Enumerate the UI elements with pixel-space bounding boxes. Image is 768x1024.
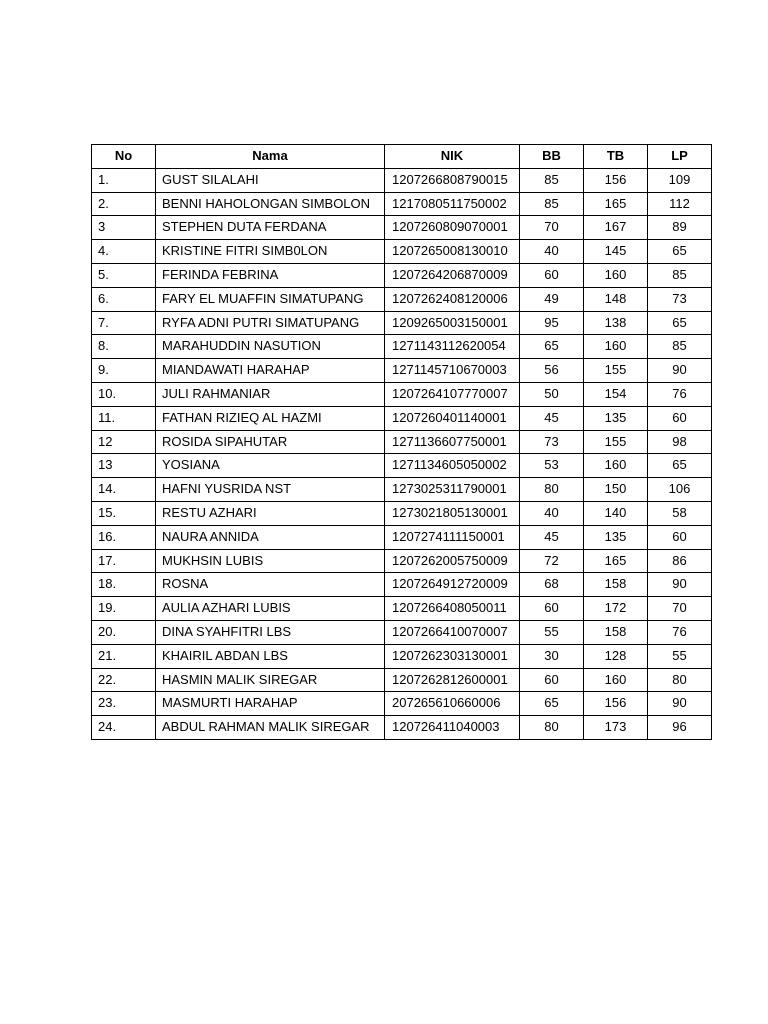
cell-lp: 80 xyxy=(648,668,712,692)
cell-bb: 80 xyxy=(520,716,584,740)
cell-no: 23. xyxy=(92,692,156,716)
cell-lp: 76 xyxy=(648,382,712,406)
cell-nik: 1207262005750009 xyxy=(385,549,520,573)
cell-bb: 65 xyxy=(520,692,584,716)
header-lp: LP xyxy=(648,145,712,169)
cell-nik: 1207264107770007 xyxy=(385,382,520,406)
cell-nik: 1207264206870009 xyxy=(385,263,520,287)
cell-nama: KRISTINE FITRI SIMB0LON xyxy=(156,240,385,264)
cell-no: 20. xyxy=(92,620,156,644)
cell-nik: 1207265008130010 xyxy=(385,240,520,264)
cell-tb: 160 xyxy=(584,335,648,359)
cell-lp: 73 xyxy=(648,287,712,311)
cell-nama: MIANDAWATI HARAHAP xyxy=(156,359,385,383)
cell-nik: 1207262812600001 xyxy=(385,668,520,692)
cell-no: 16. xyxy=(92,525,156,549)
cell-no: 4. xyxy=(92,240,156,264)
cell-nama: FATHAN RIZIEQ AL HAZMI xyxy=(156,406,385,430)
cell-no: 11. xyxy=(92,406,156,430)
header-bb: BB xyxy=(520,145,584,169)
cell-nik: 1207266410070007 xyxy=(385,620,520,644)
cell-tb: 128 xyxy=(584,644,648,668)
cell-nama: AULIA AZHARI LUBIS xyxy=(156,597,385,621)
cell-tb: 155 xyxy=(584,359,648,383)
cell-bb: 68 xyxy=(520,573,584,597)
cell-no: 22. xyxy=(92,668,156,692)
table-row xyxy=(92,454,712,478)
cell-nama: RESTU AZHARI xyxy=(156,501,385,525)
cell-tb: 140 xyxy=(584,501,648,525)
cell-nik: 1207274111150001 xyxy=(385,525,520,549)
cell-nama: KHAIRIL ABDAN LBS xyxy=(156,644,385,668)
header-nik: NIK xyxy=(385,145,520,169)
cell-tb: 160 xyxy=(584,454,648,478)
cell-tb: 167 xyxy=(584,216,648,240)
cell-no: 7. xyxy=(92,311,156,335)
cell-lp: 89 xyxy=(648,216,712,240)
cell-bb: 60 xyxy=(520,597,584,621)
cell-lp: 58 xyxy=(648,501,712,525)
cell-tb: 138 xyxy=(584,311,648,335)
table-row xyxy=(92,573,712,597)
cell-nama: ROSNA xyxy=(156,573,385,597)
cell-lp: 76 xyxy=(648,620,712,644)
cell-lp: 90 xyxy=(648,359,712,383)
cell-no: 18. xyxy=(92,573,156,597)
cell-bb: 70 xyxy=(520,216,584,240)
cell-lp: 106 xyxy=(648,478,712,502)
cell-tb: 154 xyxy=(584,382,648,406)
cell-tb: 172 xyxy=(584,597,648,621)
cell-tb: 156 xyxy=(584,168,648,192)
cell-nik: 1207262408120006 xyxy=(385,287,520,311)
cell-bb: 60 xyxy=(520,263,584,287)
cell-tb: 160 xyxy=(584,263,648,287)
cell-nama: FARY EL MUAFFIN SIMATUPANG xyxy=(156,287,385,311)
cell-no: 9. xyxy=(92,359,156,383)
cell-nama: ABDUL RAHMAN MALIK SIREGAR xyxy=(156,716,385,740)
table-row xyxy=(92,620,712,644)
cell-tb: 173 xyxy=(584,716,648,740)
cell-bb: 80 xyxy=(520,478,584,502)
table-row xyxy=(92,716,712,740)
cell-tb: 158 xyxy=(584,573,648,597)
cell-no: 2. xyxy=(92,192,156,216)
cell-nik: 1217080511750002 xyxy=(385,192,520,216)
table-row xyxy=(92,668,712,692)
cell-no: 6. xyxy=(92,287,156,311)
cell-nik: 1207262303130001 xyxy=(385,644,520,668)
cell-no: 13 xyxy=(92,454,156,478)
cell-nik: 1271145710670003 xyxy=(385,359,520,383)
cell-bb: 60 xyxy=(520,668,584,692)
header-nama: Nama xyxy=(156,145,385,169)
cell-nama: GUST SILALAHI xyxy=(156,168,385,192)
cell-lp: 65 xyxy=(648,454,712,478)
cell-tb: 156 xyxy=(584,692,648,716)
cell-nik: 207265610660006 xyxy=(385,692,520,716)
cell-nama: HAFNI YUSRIDA NST xyxy=(156,478,385,502)
cell-no: 19. xyxy=(92,597,156,621)
cell-tb: 150 xyxy=(584,478,648,502)
cell-lp: 60 xyxy=(648,406,712,430)
cell-bb: 95 xyxy=(520,311,584,335)
cell-nama: STEPHEN DUTA FERDANA xyxy=(156,216,385,240)
cell-bb: 53 xyxy=(520,454,584,478)
cell-bb: 55 xyxy=(520,620,584,644)
cell-lp: 70 xyxy=(648,597,712,621)
cell-bb: 30 xyxy=(520,644,584,668)
cell-no: 5. xyxy=(92,263,156,287)
cell-tb: 145 xyxy=(584,240,648,264)
cell-bb: 85 xyxy=(520,168,584,192)
header-no: No xyxy=(92,145,156,169)
cell-nik: 1209265003150001 xyxy=(385,311,520,335)
table-row xyxy=(92,692,712,716)
table-row xyxy=(92,382,712,406)
cell-no: 10. xyxy=(92,382,156,406)
cell-nik: 1271136607750001 xyxy=(385,430,520,454)
cell-bb: 56 xyxy=(520,359,584,383)
table-row xyxy=(92,287,712,311)
table-row xyxy=(92,501,712,525)
cell-lp: 96 xyxy=(648,716,712,740)
cell-no: 21. xyxy=(92,644,156,668)
cell-nama: ROSIDA SIPAHUTAR xyxy=(156,430,385,454)
cell-nik: 1207266408050011 xyxy=(385,597,520,621)
table-row xyxy=(92,335,712,359)
cell-no: 15. xyxy=(92,501,156,525)
cell-nik: 1273021805130001 xyxy=(385,501,520,525)
cell-nik: 120726411040003 xyxy=(385,716,520,740)
cell-bb: 40 xyxy=(520,240,584,264)
table-body xyxy=(92,168,712,739)
cell-nik: 1207260809070001 xyxy=(385,216,520,240)
table-row xyxy=(92,192,712,216)
cell-lp: 85 xyxy=(648,263,712,287)
table-row xyxy=(92,263,712,287)
cell-nama: RYFA ADNI PUTRI SIMATUPANG xyxy=(156,311,385,335)
cell-tb: 148 xyxy=(584,287,648,311)
cell-nama: JULI RAHMANIAR xyxy=(156,382,385,406)
header-tb: TB xyxy=(584,145,648,169)
cell-no: 24. xyxy=(92,716,156,740)
cell-lp: 65 xyxy=(648,311,712,335)
cell-tb: 158 xyxy=(584,620,648,644)
cell-nama: DINA SYAHFITRI LBS xyxy=(156,620,385,644)
cell-bb: 50 xyxy=(520,382,584,406)
cell-nama: FERINDA FEBRINA xyxy=(156,263,385,287)
cell-no: 1. xyxy=(92,168,156,192)
cell-tb: 165 xyxy=(584,549,648,573)
cell-lp: 112 xyxy=(648,192,712,216)
table-row xyxy=(92,478,712,502)
table-row xyxy=(92,406,712,430)
cell-no: 12 xyxy=(92,430,156,454)
cell-lp: 98 xyxy=(648,430,712,454)
cell-lp: 90 xyxy=(648,692,712,716)
cell-tb: 155 xyxy=(584,430,648,454)
header-row xyxy=(92,145,712,169)
cell-lp: 90 xyxy=(648,573,712,597)
cell-lp: 109 xyxy=(648,168,712,192)
cell-tb: 160 xyxy=(584,668,648,692)
table-row xyxy=(92,359,712,383)
cell-lp: 86 xyxy=(648,549,712,573)
cell-bb: 73 xyxy=(520,430,584,454)
table-row xyxy=(92,311,712,335)
cell-nik: 1271143112620054 xyxy=(385,335,520,359)
cell-nik: 1207266808790015 xyxy=(385,168,520,192)
cell-lp: 60 xyxy=(648,525,712,549)
cell-nama: YOSIANA xyxy=(156,454,385,478)
cell-bb: 85 xyxy=(520,192,584,216)
cell-no: 3 xyxy=(92,216,156,240)
cell-bb: 65 xyxy=(520,335,584,359)
table-row xyxy=(92,525,712,549)
cell-nik: 1207264912720009 xyxy=(385,573,520,597)
cell-bb: 45 xyxy=(520,525,584,549)
cell-lp: 55 xyxy=(648,644,712,668)
table-row xyxy=(92,168,712,192)
cell-tb: 135 xyxy=(584,406,648,430)
cell-no: 8. xyxy=(92,335,156,359)
cell-nama: HASMIN MALIK SIREGAR xyxy=(156,668,385,692)
cell-no: 14. xyxy=(92,478,156,502)
cell-nama: MASMURTI HARAHAP xyxy=(156,692,385,716)
table-row xyxy=(92,597,712,621)
cell-tb: 165 xyxy=(584,192,648,216)
table-row xyxy=(92,644,712,668)
cell-nik: 1207260401140001 xyxy=(385,406,520,430)
table-row xyxy=(92,549,712,573)
cell-nama: NAURA ANNIDA xyxy=(156,525,385,549)
cell-lp: 85 xyxy=(648,335,712,359)
cell-bb: 49 xyxy=(520,287,584,311)
cell-bb: 45 xyxy=(520,406,584,430)
table-row xyxy=(92,216,712,240)
data-table xyxy=(91,144,712,740)
cell-nama: BENNI HAHOLONGAN SIMBOLON xyxy=(156,192,385,216)
cell-bb: 72 xyxy=(520,549,584,573)
cell-nik: 1271134605050002 xyxy=(385,454,520,478)
cell-lp: 65 xyxy=(648,240,712,264)
cell-nama: MARAHUDDIN NASUTION xyxy=(156,335,385,359)
table-row xyxy=(92,240,712,264)
cell-nama: MUKHSIN LUBIS xyxy=(156,549,385,573)
cell-no: 17. xyxy=(92,549,156,573)
cell-nik: 1273025311790001 xyxy=(385,478,520,502)
cell-tb: 135 xyxy=(584,525,648,549)
table-row xyxy=(92,430,712,454)
cell-bb: 40 xyxy=(520,501,584,525)
